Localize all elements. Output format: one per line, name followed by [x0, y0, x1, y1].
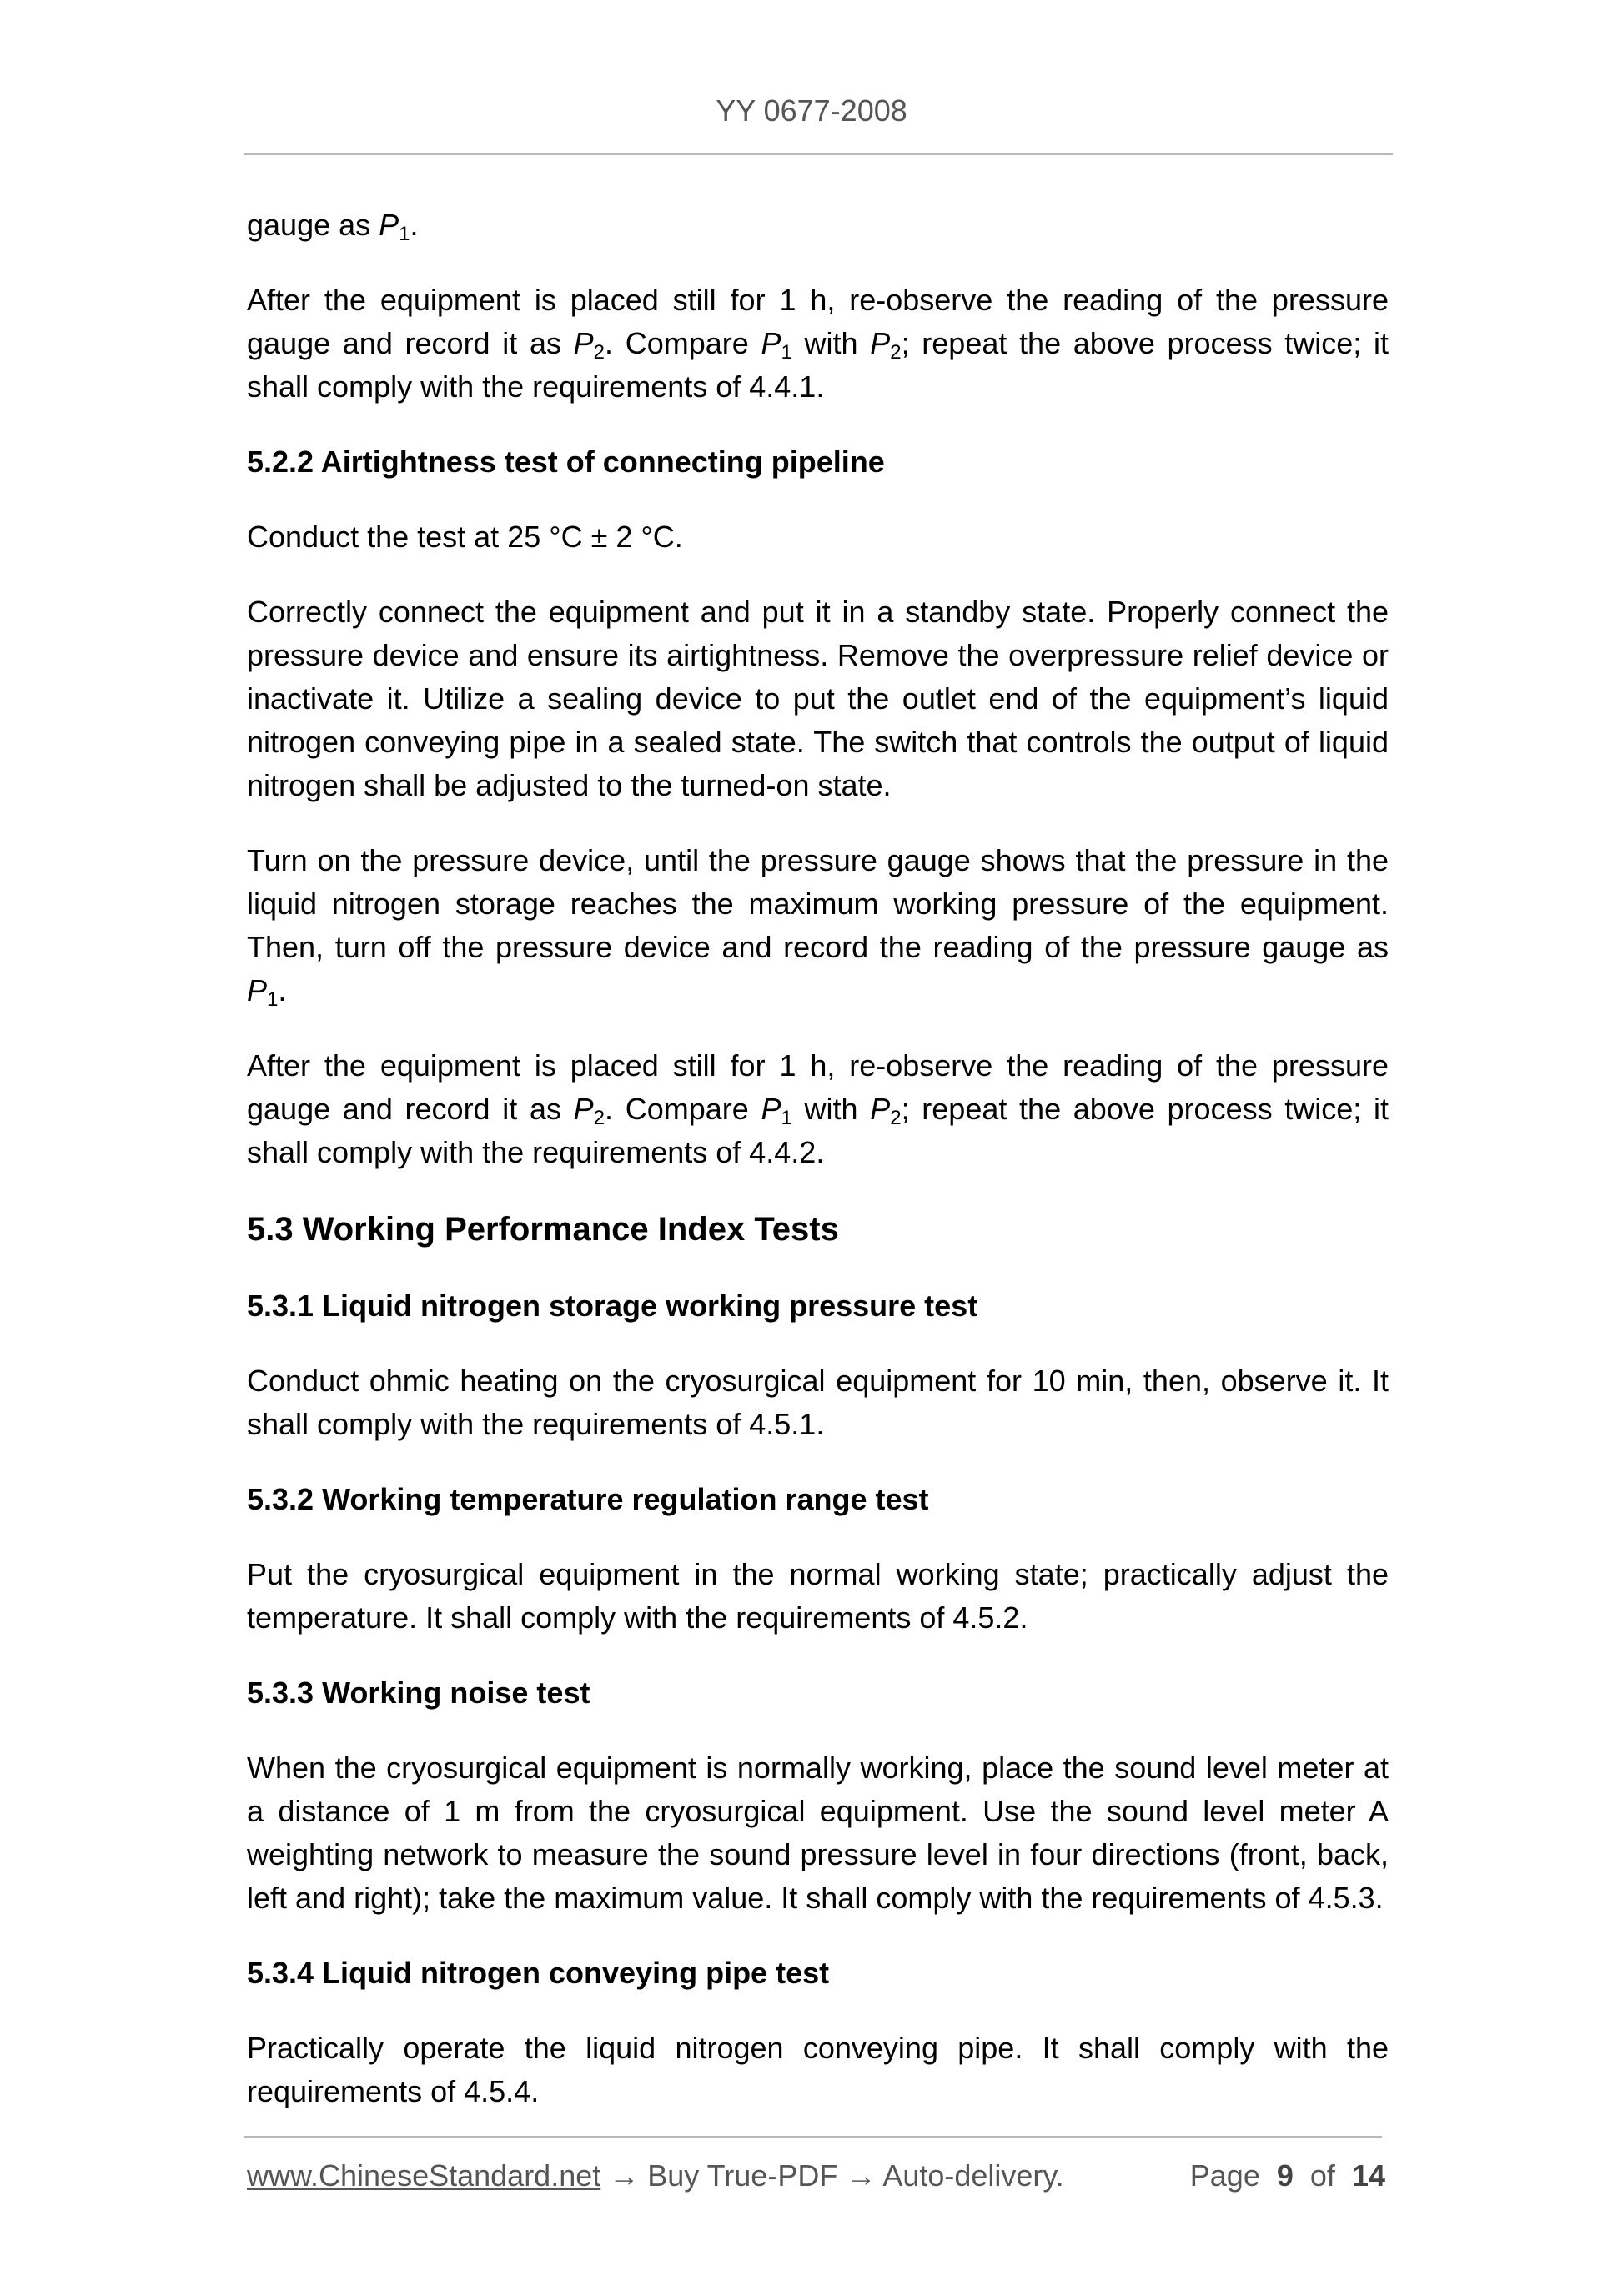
page-number: Page 9 of 14	[1189, 2158, 1385, 2193]
document-body	[247, 203, 1389, 2113]
paragraph-temperature-regulation: Put the cryosurgical equipment in the normal working state; practically adjust the temperature. It shall comply with the requirements of 4.5.2.	[247, 1557, 1389, 1635]
paragraph-re-observe-441: After the equipment is placed still for 1 h, re-observe the reading of the pressure gauge and record it as $P_2$. Compare $P_1$ with $P_2$; repeat the above process twice; it shall comply with the requirements of 4.4.1.	[247, 283, 1389, 404]
website-link[interactable]: www.ChineseStandard.net	[247, 2158, 601, 2193]
heading-5-3-3: 5.3.3 Working noise test	[247, 1676, 590, 1710]
paragraph-noise-test: When the cryosurgical equipment is normally working, place the sound level meter at a distance of 1 m from the cryosurgical equipment. Use the sound level meter A weighting network to measure the sound pressure level in four directions (front, back, left and right); take the maximum value. It shall comply with the requirements of 4.5.3.	[247, 1751, 1389, 1915]
heading-5-2-2: 5.2.2 Airtightness test of connecting pipeline	[247, 445, 885, 479]
paragraph-ohmic-heating: Conduct ohmic heating on the cryosurgical equipment for 10 min, then, observe it. It shall comply with the requirements of 4.5.1.	[247, 1364, 1389, 1441]
paragraph-re-observe-442: After the equipment is placed still for 1 h, re-observe the reading of the pressure gauge and record it as $P_2$. Compare $P_1$ with $P_2$; repeat the above process twice; it shall comply with the requirements of 4.4.2.	[247, 1048, 1389, 1169]
heading-5-3: 5.3 Working Performance Index Tests	[247, 1211, 839, 1248]
footer-promo	[247, 2158, 1064, 2193]
heading-5-3-2: 5.3.2 Working temperature regulation range test	[247, 1482, 929, 1516]
paragraph-conveying-pipe: Practically operate the liquid nitrogen conveying pipe. It shall comply with the requirements of 4.5.4.	[247, 2031, 1389, 2108]
heading-5-3-1: 5.3.1 Liquid nitrogen storage working pressure test	[247, 1289, 978, 1323]
paragraph-gauge-p1: gauge as $P_1$.	[247, 208, 419, 245]
paragraph-test-temperature: Conduct the test at 25 °C ± 2 °C.	[247, 520, 683, 554]
paragraph-pressure-device: Turn on the pressure device, until the pressure gauge shows that the pressure in the liquid nitrogen storage reaches the maximum working pressure of the equipment. Then, turn off the pressure device and record the reading of the pressure gauge as $P_1$.	[247, 843, 1389, 1011]
footer-divider	[244, 2136, 1382, 2138]
heading-5-3-4: 5.3.4 Liquid nitrogen conveying pipe test	[247, 1956, 830, 1990]
footer-promo-text: → Buy True-PDF → Auto-delivery.	[600, 2158, 1064, 2193]
paragraph-connect-equipment: Correctly connect the equipment and put it in a standby state. Properly connect the pressure device and ensure its airtightness. Remove the overpressure relief device or inactivate it. Utilize a sealing device to put the outlet end of the equipment’s liquid nitrogen conveying pipe in a sealed state. The switch that controls the output of liquid nitrogen shall be adjusted to the turned-on state.	[247, 595, 1389, 802]
document-header: YY 0677-2008	[716, 93, 907, 128]
header-divider	[244, 153, 1393, 155]
